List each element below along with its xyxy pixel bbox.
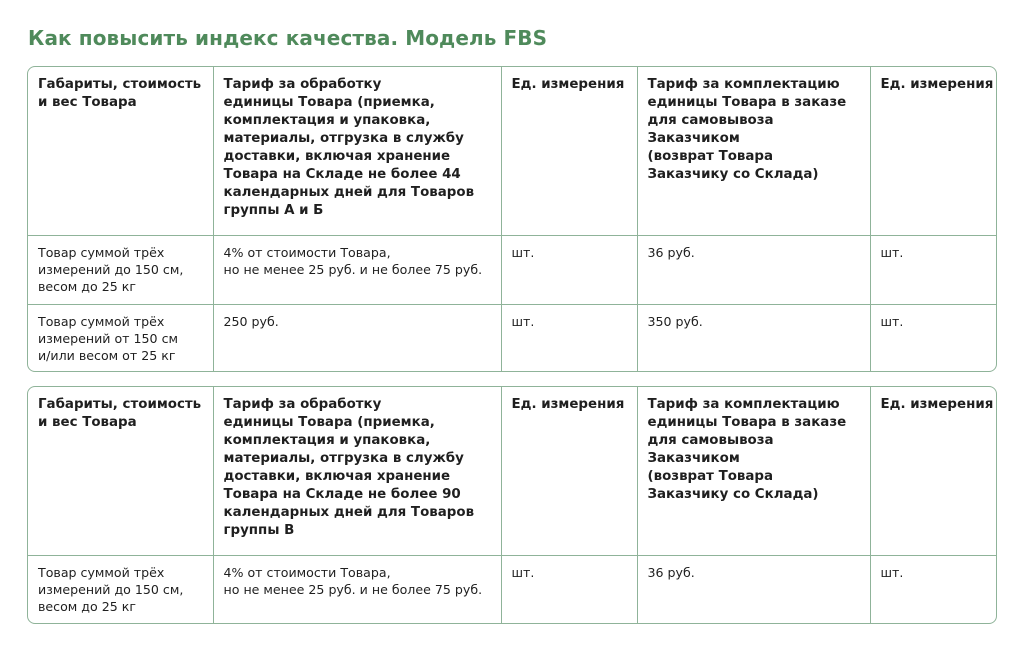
cell-pickup-tariff: 36 руб. [637, 235, 870, 304]
table-row [28, 555, 997, 623]
cell-processing-tariff: 4% от стоимости Товара, но не менее 25 руб. и не более 75 руб. [213, 235, 501, 304]
cell-unit: шт. [880, 313, 904, 329]
tariff-table-group-v [27, 386, 997, 624]
header-processing-tariff: Тариф за обработку единицы Товара (приемка, комплектация и упаковка, материалы, отгрузка в службу доставки, включая хранение Товара на Складе не более 90 календарных дней для Товаров группы В [213, 387, 501, 555]
cell-dimensions: Товар суммой трёх измерений до 150 см, весом до 25 кг [28, 555, 213, 623]
header-pickup-tariff: Тариф за комплектацию единицы Товара в заказе для самовывоза Заказчиком (возврат Товара Заказчику со Склада) [637, 67, 870, 235]
header-unit: Ед. измерения [870, 387, 997, 555]
header-pickup-tariff: Тариф за комплектацию единицы Товара в заказе для самовывоза Заказчиком (возврат Товара Заказчику со Склада) [637, 387, 870, 555]
header-dimensions: Габариты, стоимость и вес Товара [28, 387, 213, 555]
cell-processing-tariff: 250 руб. [213, 304, 501, 371]
table-header-row [28, 67, 997, 235]
cell-unit: шт. [870, 235, 997, 304]
cell-dimensions: Товар суммой трёх измерений до 150 см, весом до 25 кг [28, 235, 213, 304]
header-dimensions: Габариты, стоимость и вес Товара [28, 67, 213, 235]
table-row [28, 304, 997, 371]
header-processing-tariff: Тариф за обработку единицы Товара (приемка, комплектация и упаковка, материалы, отгрузка в службу доставки, включая хранение Товара на Складе не более 44 календарных дней для Товаров группы А и Б [213, 67, 501, 235]
cell-unit: шт. [501, 304, 637, 371]
header-unit: Ед. измерения [501, 387, 637, 555]
cell-unit: шт. [501, 235, 637, 304]
cell-unit: шт. [501, 555, 637, 623]
tariff-table-groups-a-b [27, 66, 997, 372]
header-unit: Ед. измерения [501, 67, 637, 235]
table-row [28, 235, 997, 304]
table-header-row [28, 387, 997, 555]
cell-processing-tariff: 4% от стоимости Товара, но не менее 25 руб. и не более 75 руб. [213, 555, 501, 623]
cell-pickup-tariff: 350 руб. [637, 304, 870, 371]
header-unit: Ед. измерения [870, 67, 997, 235]
cell-unit: шт. [880, 564, 904, 580]
page-title: Как повысить индекс качества. Модель FBS [28, 26, 548, 50]
cell-pickup-tariff: 36 руб. [637, 555, 870, 623]
cell-dimensions: Товар суммой трёх измерений от 150 см и/или весом от 25 кг [28, 304, 213, 371]
